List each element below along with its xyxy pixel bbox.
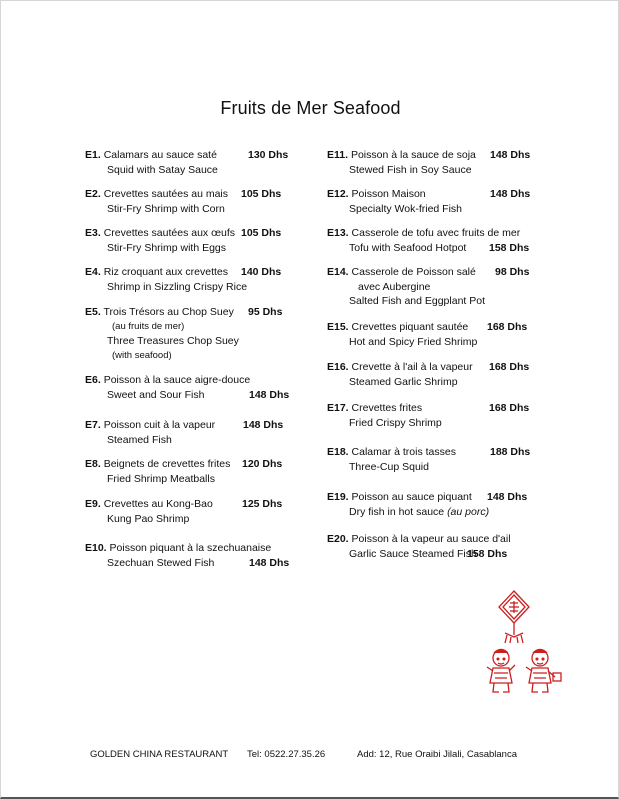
item-name-en: Shrimp in Sizzling Crispy Rice [107,280,248,293]
item-name-fr: Poisson piquant à la szechuanaise [109,542,272,554]
item-code: E5. [85,306,101,318]
item-price: 98 Dhs [495,266,530,278]
item-name-en: Stewed Fish in Soy Sauce [349,163,472,176]
item-name-en: Steamed Fish [107,433,172,446]
item-name-fr: Crevettes piquant sautée [351,321,469,333]
item-price: 105 Dhs [241,227,282,239]
item-code: E14. [327,266,349,278]
menu-item-e18 [327,445,537,474]
item-price: 148 Dhs [249,556,290,569]
menu-item-e12 [327,187,537,216]
item-code: E20. [327,533,349,545]
menu-item-e1 [85,148,295,177]
item-name-fr: Calamars au sauce saté [103,149,217,161]
menu-item-e14 [327,265,537,309]
item-price: 148 Dhs [243,419,284,431]
menu-item-e9 [85,497,295,526]
item-name-en: Fried Shrimp Meatballs [107,472,215,485]
menu-item-e15 [327,320,537,349]
menu-item-e16 [327,360,537,389]
menu-item-e10 [85,541,295,570]
restaurant-name: GOLDEN CHINA RESTAURANT [90,749,229,760]
item-name-en: Squid with Satay Sauce [107,163,218,176]
menu-item-e11 [327,148,537,177]
item-price: 148 Dhs [490,188,531,200]
item-name-en: Salted Fish and Eggplant Pot [349,295,486,307]
item-price: 158 Dhs [489,241,530,254]
item-name-fr: Poisson à la sauce aigre-douce [103,374,251,386]
item-name-fr: Poisson cuit à la vapeur [103,419,216,431]
item-name-en: Hot and Spicy Fried Shrimp [349,335,478,348]
item-code: E13. [327,227,349,239]
item-code: E11. [327,149,349,161]
page-title: Fruits de Mer Seafood [220,98,401,118]
item-name-fr: Riz croquant aux crevettes [103,266,228,278]
item-code: E15. [327,321,349,333]
item-price: 148 Dhs [487,491,528,503]
menu-item-e8 [85,457,295,486]
item-name-fr: Casserole de tofu avec fruits de mer [351,227,521,239]
item-price: 125 Dhs [242,498,283,510]
chinese-figures-logo [485,589,565,699]
item-name-fr: Poisson à la sauce de soja [350,149,476,161]
item-code: E2. [85,188,101,200]
item-name-en: Garlic Sauce Steamed Fish [349,547,477,560]
item-code: E16. [327,361,349,373]
item-name-en: Szechuan Stewed Fish [107,556,215,569]
menu-item-e19 [327,490,537,519]
item-code: E12. [327,188,349,200]
menu-item-e2 [85,187,295,216]
menu-item-e3 [85,226,295,255]
item-price: 95 Dhs [248,306,283,318]
item-price: 148 Dhs [490,149,531,161]
item-name-en-sub: (with seafood) [112,349,172,361]
item-price: 158 Dhs [467,547,508,560]
item-name-en: Specialty Wok-fried Fish [349,202,463,215]
item-price: 188 Dhs [490,446,531,458]
address: Add: 12, Rue Oraibi Jilali, Casablanca [357,749,518,760]
item-name-fr: Crevettes au Kong-Bao [103,498,213,510]
item-name-en: Dry fish in hot sauce [349,505,445,518]
item-price: 130 Dhs [248,149,289,161]
item-code: E18. [327,446,349,458]
item-code: E10. [85,542,107,554]
item-code: E1. [85,149,101,161]
item-name-en: Stir-Fry Shrimp with Eggs [107,241,227,254]
item-name-fr: Trois Trésors au Chop Suey [103,306,234,318]
item-code: E9. [85,498,101,510]
item-code: E8. [85,458,101,470]
item-name-fr: Calamar à trois tasses [351,446,456,458]
item-name-en: Tofu with Seafood Hotpot [349,241,467,254]
item-name-en: Three-Cup Squid [349,460,429,473]
telephone: Tel: 0522.27.35.26 [247,749,326,760]
item-name-fr: Beignets de crevettes frites [103,458,231,470]
item-name-en: Fried Crispy Shrimp [349,416,442,429]
item-price: 168 Dhs [489,402,530,414]
item-name-fr-2: avec Aubergine [358,280,431,293]
menu-item-e17 [327,401,537,430]
item-name-en: Stir-Fry Shrimp with Corn [107,202,225,215]
item-price: 140 Dhs [241,266,282,278]
item-name-en: Sweet and Sour Fish [107,388,205,401]
item-code: E7. [85,419,101,431]
item-price: 105 Dhs [241,188,282,200]
item-price: 168 Dhs [489,361,530,373]
item-price: 168 Dhs [487,321,528,333]
item-code: E17. [327,402,349,414]
item-name-en: Kung Pao Shrimp [107,512,190,525]
item-name-fr: Crevette à l'ail à la vapeur [351,361,473,373]
menu-item-e4 [85,265,295,294]
menu-item-e6 [85,373,295,402]
item-name-en: Steamed Garlic Shrimp [349,375,458,388]
item-name-fr: Poisson à la vapeur au sauce d'ail [351,533,511,545]
item-name-fr-sub: (au fruits de mer) [112,320,185,332]
item-price: 120 Dhs [242,458,283,470]
item-name-en: Three Treasures Chop Suey [107,335,239,347]
item-name-fr: Crevettes frites [351,402,423,414]
item-code: E3. [85,227,101,239]
menu-item-e5 [85,305,295,363]
item-name-fr: Casserole de Poisson salé [351,266,476,278]
item-name-fr: Crevettes sautées au mais [103,188,228,200]
menu-item-e7 [85,418,295,447]
item-note: (au porc) [447,505,490,518]
item-name-fr: Poisson Maison [351,188,426,200]
menu-item-e13 [327,226,537,255]
item-code: E6. [85,374,101,386]
item-code: E19. [327,491,349,503]
item-code: E4. [85,266,101,278]
menu-item-e20 [327,532,537,561]
item-name-fr: Poisson au sauce piquant [351,491,472,503]
item-name-fr: Crevettes sautées aux œufs [103,227,235,239]
item-price: 148 Dhs [249,388,290,401]
